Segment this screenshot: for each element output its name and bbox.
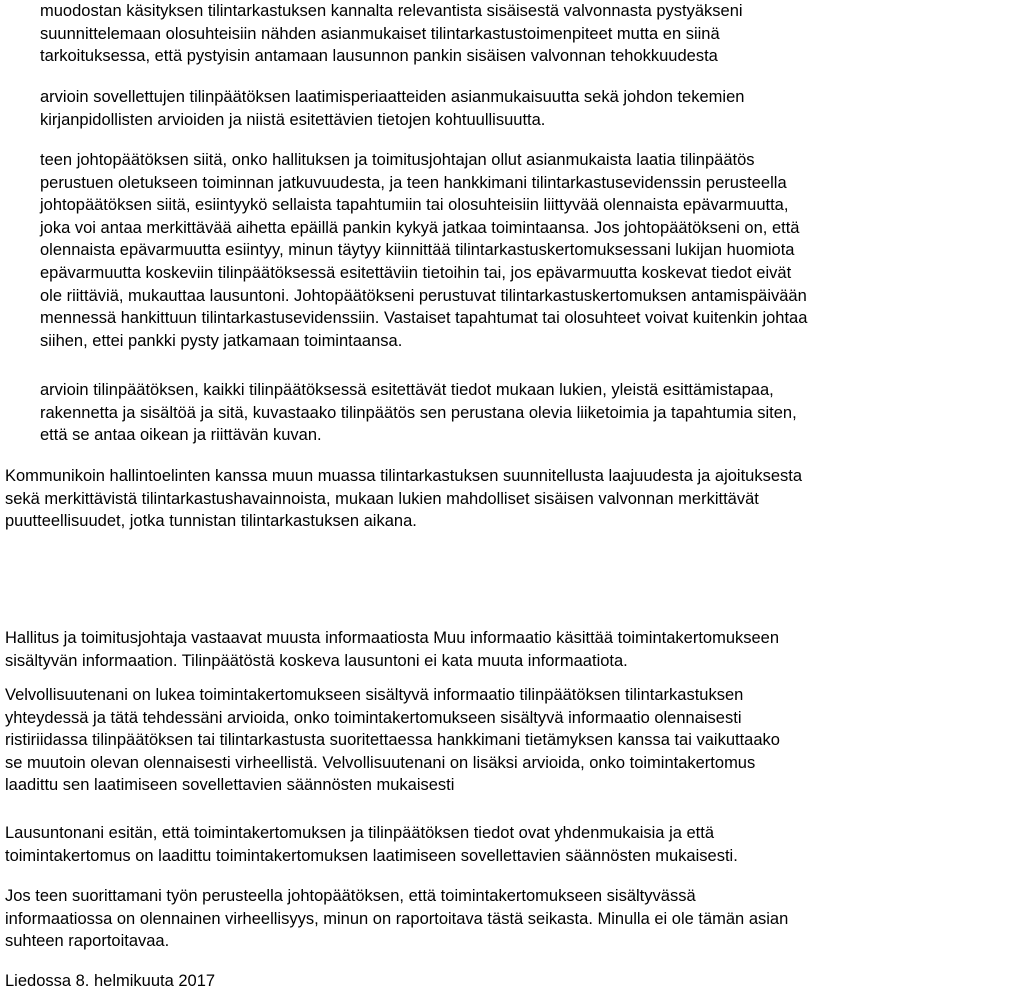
bullet-paragraph-going-concern	[40, 149, 1021, 352]
text-line: epävarmuutta koskeviin tilinpäätöksessä esitettäviin tietoihin tai, jos epävarmuutta koskevat tiedot eivät	[40, 263, 792, 282]
text-line: informaatiossa on olennainen virheellisyys, minun on raportoitava tästä seikasta. Minulla ei ole tämän asian	[5, 909, 789, 928]
text-line: suhteen raportoitavaa.	[5, 932, 170, 951]
paragraph-communication	[5, 465, 1021, 533]
text-line: että se antaa oikean ja riittävän kuvan.	[40, 426, 322, 445]
text-line: siihen, ettei pankki pysty jatkamaan toimintaansa.	[40, 331, 403, 350]
text-line: olennaista epävarmuutta esiintyy, minun täytyy kiinnittää tilintarkastuskertomuksessani lukijan huomiota	[40, 241, 795, 260]
text-line: Lausuntonani esitän, että toimintakertomuksen ja tilinpäätöksen tiedot ovat yhdenmukaisia ja että	[5, 824, 715, 842]
text-line: arvioin tilinpäätöksen, kaikki tilinpäätöksessä esitettävät tiedot mukaan lukien, yleistä esittämistapaa,	[40, 381, 774, 399]
text-line: Jos teen suorittamani työn perusteella johtopäätöksen, että toimintakertomukseen sisältyvässä	[5, 887, 696, 905]
text-line: teen johtopäätöksen siitä, onko hallituksen ja toimitusjohtajan ollut asianmukaista laatia tilinpäätös	[40, 151, 755, 169]
text-line: rakennetta ja sisältöä ja sitä, kuvastaako tilinpäätös sen perustana olevia liiketoimia ja tapahtumia siten,	[40, 403, 797, 422]
text-line: suunnittelemaan olosuhteisiin nähden asianmukaiset tilintarkastustoimenpiteet mutta en siinä	[40, 24, 720, 43]
signature-place-date: Liedossa 8. helmikuuta 2017	[5, 972, 216, 990]
bullet-paragraph-presentation	[40, 379, 1021, 447]
text-line: sekä merkittävistä tilintarkastushavainnoista, mukaan lukien mahdolliset sisäisen valvonnan merkittävät	[5, 489, 759, 508]
text-line: ristiriidassa tilinpäätöksen tai tilintarkastusta suoritettaessa hankkimani tietämyksen kanssa tai vaikuttaako	[5, 731, 780, 750]
text-line: laadittu sen laatimiseen sovellettavien säännösten mukaisesti	[5, 776, 455, 795]
text-line: joka voi antaa merkittävää aihetta epäillä pankin kykyä jatkaa toimintaansa. Jos johtopäätökseni on, että	[40, 218, 800, 237]
paragraph-misstatement-reporting	[5, 885, 1021, 953]
text-line: Kommunikoin hallintoelinten kanssa muun muassa tilintarkastuksen suunnitellusta laajuudesta ja ajoituksesta	[5, 467, 803, 485]
text-line: muodostan käsityksen tilintarkastuksen kannalta relevantista sisäisestä valvonnasta pystyäkseni	[40, 2, 743, 20]
bullet-paragraph-accounting-policies	[40, 86, 1021, 131]
paragraph-other-information-responsibility	[5, 627, 1021, 672]
text-line: ole riittäviä, mukauttaa lausuntoni. Johtopäätökseni perustuvat tilintarkastuskertomuksen antamispäivään	[40, 286, 807, 305]
text-line: Hallitus ja toimitusjohtaja vastaavat muusta informaatiosta Muu informaatio käsittää toimintakertomukseen	[5, 629, 780, 647]
text-line: yhteydessä ja tätä tehdessäni arvioida, onko toimintakertomukseen sisältyvä informaatio olennaisesti	[5, 708, 742, 727]
text-line: johtopäätöksen siitä, esiintyykö sellaista tapahtumiin tai olosuhteisiin liittyvää olennaista epävarmuutta,	[40, 196, 789, 215]
text-line: Velvollisuutenani on lukea toimintakertomukseen sisältyvä informaatio tilinpäätöksen tilintarkastuksen	[5, 686, 744, 704]
text-line: puutteellisuudet, jotka tunnistan tilintarkastuksen aikana.	[5, 512, 417, 531]
text-line: se muutoin olevan olennaisesti virheellistä. Velvollisuutenani on lisäksi arvioida, onko toimintakertomus	[5, 753, 756, 772]
paragraph-opinion-consistency	[5, 822, 1021, 867]
text-line: arvioin sovellettujen tilinpäätöksen laatimisperiaatteiden asianmukaisuutta sekä johdon tekemien	[40, 88, 745, 106]
text-line: kirjanpidollisten arvioiden ja niistä esitettävien tietojen kohtuullisuutta.	[40, 110, 546, 129]
text-line: sisältyvän informaation. Tilinpäätöstä koskeva lausuntoni ei kata muuta informaatiota.	[5, 651, 628, 670]
text-line: perustuen oletukseen toiminnan jatkuvuudesta, ja teen hankkimani tilintarkastusevidenssin perusteella	[40, 173, 787, 192]
paragraph-auditor-duty	[5, 684, 1021, 797]
text-line: mennessä hankittuun tilintarkastusevidenssiin. Vastaiset tapahtumat tai olosuhteet voivat kuitenkin johtaa	[40, 309, 808, 328]
text-line: tarkoituksessa, että pystyisin antamaan lausunnon pankin sisäisen valvonnan tehokkuudesta	[40, 47, 718, 66]
bullet-paragraph-internal-control	[40, 0, 1021, 68]
text-line: toimintakertomus on laadittu toimintakertomuksen laatimiseen sovellettavien säännösten mukaisesti.	[5, 846, 738, 865]
